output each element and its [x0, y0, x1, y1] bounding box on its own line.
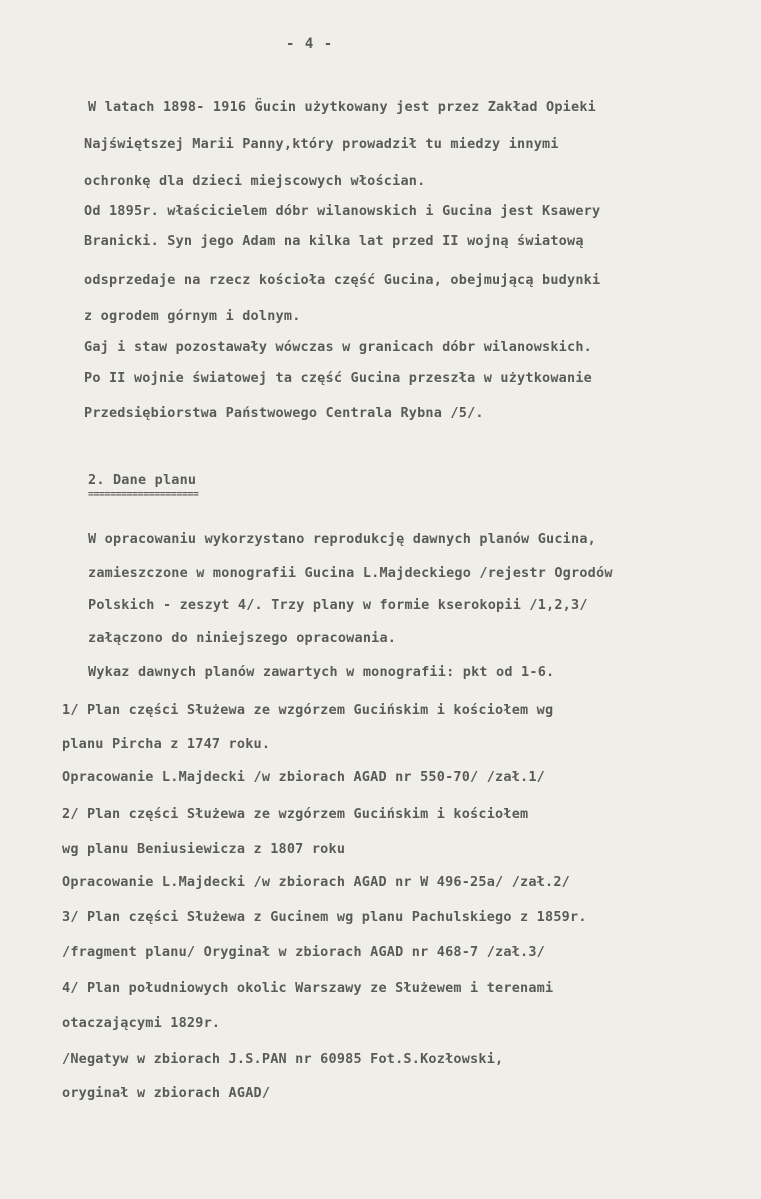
- paragraph-line: Najświętszej Marii Panny,który prowadził tu miedzy innymi: [84, 136, 559, 152]
- paragraph-line: odsprzedaje na rzecz kościoła część Gucina, obejmującą budynki: [84, 272, 601, 288]
- paragraph-line: Branicki. Syn jego Adam na kilka lat przed II wojną światową: [84, 233, 584, 249]
- section-heading: 2. Dane planu: [88, 472, 197, 488]
- list-item: oryginał w zbiorach AGAD/: [62, 1085, 271, 1101]
- list-item: Opracowanie L.Majdecki /w zbiorach AGAD nr 550-70/ /zał.1/: [62, 769, 546, 785]
- list-item: wg planu Beniusiewicza z 1807 roku: [62, 841, 346, 857]
- paragraph-line: z ogrodem górnym i dolnym.: [84, 308, 301, 324]
- list-item: 2/ Plan części Służewa ze wzgórzem Gucińskim i kościołem: [62, 806, 529, 822]
- list-item: /Negatyw w zbiorach J.S.PAN nr 60985 Fot.S.Kozłowski,: [62, 1051, 504, 1067]
- list-item: planu Pircha z 1747 roku.: [62, 736, 271, 752]
- list-item: 4/ Plan południowych okolic Warszawy ze Służewem i terenami: [62, 980, 554, 996]
- paragraph-line: W latach 1898- 1916 G̈ucin użytkowany jest przez Zakład Opieki: [88, 99, 596, 115]
- list-item: /fragment planu/ Oryginał w zbiorach AGAD nr 468-7 /zał.3/: [62, 944, 546, 960]
- paragraph-line: Przedsiębiorstwa Państwowego Centrala Rybna /5/.: [84, 405, 484, 421]
- list-item: otaczającymi 1829r.: [62, 1015, 221, 1031]
- paragraph-line: Polskich - zeszyt 4/. Trzy plany w formie kserokopii /1,2,3/: [88, 597, 588, 613]
- section-heading-underline: ====================: [88, 489, 199, 500]
- list-item: Opracowanie L.Majdecki /w zbiorach AGAD nr W 496-25a/ /zał.2/: [62, 874, 570, 890]
- paragraph-line: zamieszczone w monografii Gucina L.Majdeckiego /rejestr Ogrodów: [88, 565, 613, 581]
- paragraph-line: Po II wojnie światowej ta część Gucina przeszła w użytkowanie: [84, 370, 592, 386]
- paragraph-line: Gaj i staw pozostawały wówczas w granicach dóbr wilanowskich.: [84, 339, 592, 355]
- page-number: - 4 -: [286, 36, 334, 52]
- paragraph-line: W opracowaniu wykorzystano reprodukcję dawnych planów Gucina,: [88, 531, 596, 547]
- paragraph-line: Od 1895r. właścicielem dóbr wilanowskich i Gucina jest Ksawery: [84, 203, 601, 219]
- list-item: 3/ Plan części Służewa z Gucinem wg planu Pachulskiego z 1859r.: [62, 909, 587, 925]
- list-item: 1/ Plan części Służewa ze wzgórzem Gucińskim i kościołem wg: [62, 702, 554, 718]
- paragraph-line: ochronkę dla dzieci miejscowych włościan.: [84, 173, 426, 189]
- paragraph-line: Wykaz dawnych planów zawartych w monografii: pkt od 1-6.: [88, 664, 555, 680]
- paragraph-line: załączono do niniejszego opracowania.: [88, 630, 397, 646]
